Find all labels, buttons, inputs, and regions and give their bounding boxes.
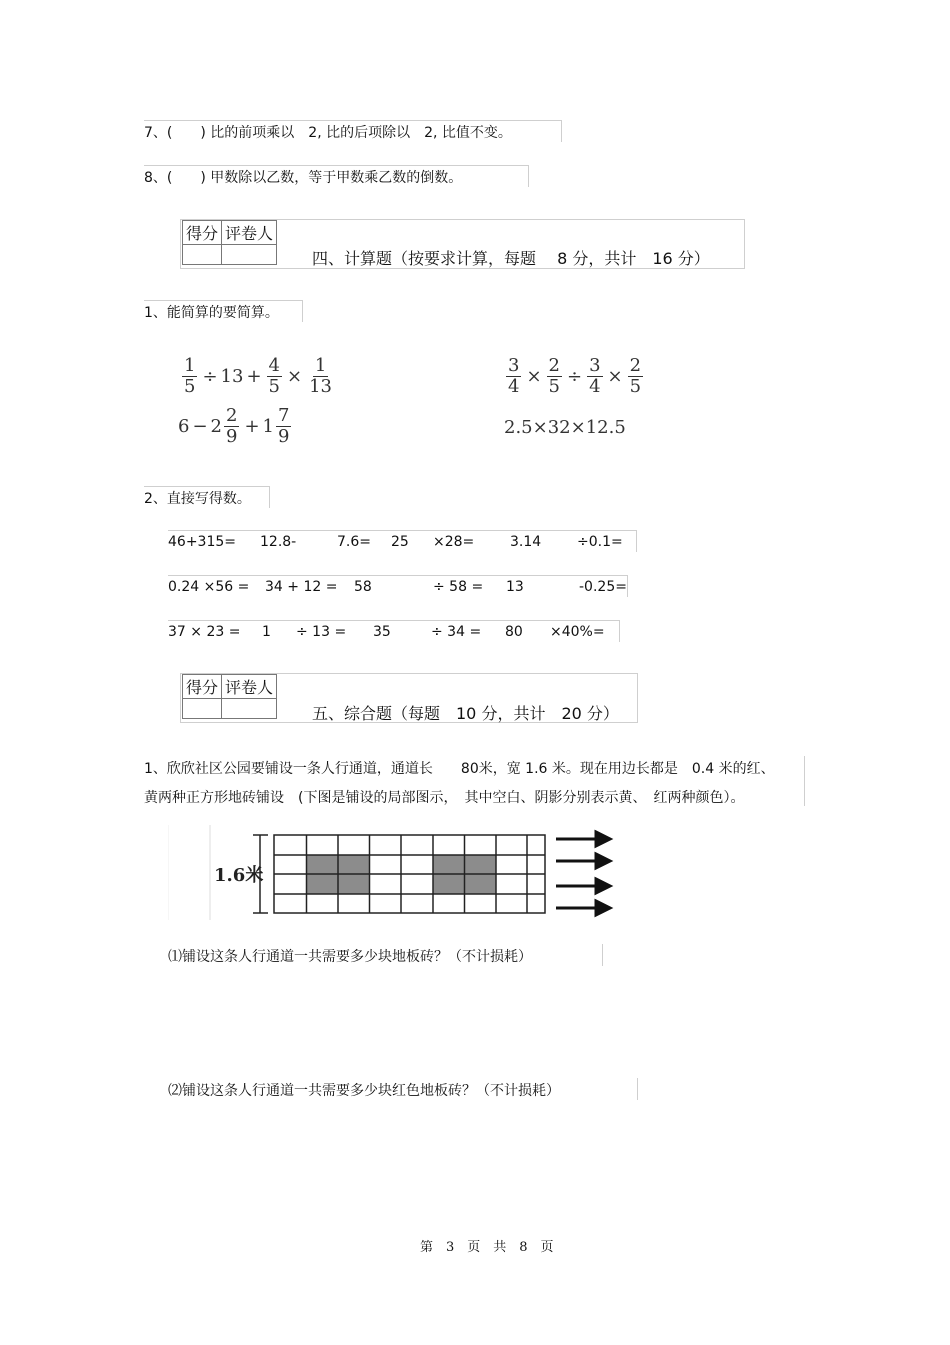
calc-item: 3.14	[510, 534, 542, 550]
calc-item: 37 × 23 =	[168, 624, 241, 640]
divider	[619, 620, 620, 642]
question-8: 8、( ) 甲数除以乙数，等于甲数乘乙数的倒数。	[144, 170, 463, 186]
question-7: 7、( ) 比的前项乘以 2, 比的后项除以 2, 比值不变。	[144, 125, 512, 141]
calc-item: 80	[505, 624, 523, 640]
fraction: $\frac{1}{13}$	[309, 355, 332, 397]
section5-sub2: ⑵铺设这条人行通道一共需要多少块红色地板砖？（不计损耗）	[168, 1083, 560, 1099]
tile-grid	[274, 835, 545, 913]
calc-item: 12.8-	[260, 534, 297, 550]
divider	[168, 575, 628, 576]
section5-sub1: ⑴铺设这条人行通道一共需要多少块地板砖？（不计损耗）	[168, 949, 532, 965]
fraction: $\frac{3}{4}$	[508, 355, 520, 397]
calc-item: 35	[373, 624, 391, 640]
divider	[269, 486, 270, 508]
calc-item: 7.6=	[337, 534, 371, 550]
divider	[144, 300, 302, 301]
grader-cell[interactable]	[222, 245, 277, 265]
calc-item: ÷0.1=	[577, 534, 623, 550]
fraction: $\frac{2}{5}$	[548, 355, 560, 397]
page-footer: 第 3 页 共 8 页	[420, 1240, 554, 1255]
fraction: $\frac{2}{9}$	[226, 405, 238, 447]
calc-item: ÷ 13 =	[296, 624, 347, 640]
width-label: 1.6米	[214, 865, 264, 886]
section4-q2: 2、直接写得数。	[144, 491, 251, 507]
divider	[561, 120, 562, 142]
score-label: 得分	[183, 675, 222, 699]
divider	[627, 575, 628, 597]
divider	[144, 486, 269, 487]
score-cell[interactable]	[183, 245, 222, 265]
grader-cell[interactable]	[222, 699, 277, 719]
section4-title: 四、计算题（按要求计算，每题 8 分，共计 16 分）	[312, 249, 710, 268]
divider	[804, 756, 805, 806]
section5-q1-line2: 黄两种正方形地砖铺设 (下图是铺设的局部图示， 其中空白、阴影分别表示黄、 红两种颜色）。	[144, 790, 745, 806]
divider	[602, 944, 603, 966]
direction-arrows	[556, 832, 610, 915]
fraction: $\frac{3}{4}$	[589, 355, 601, 397]
section5-title: 五、综合题（每题 10 分，共计 20 分）	[312, 704, 619, 723]
section4-q1: 1、能简算的要简算。	[144, 305, 279, 321]
calc-item: 13	[506, 579, 524, 595]
fraction: $\frac{4}{5}$	[268, 355, 280, 397]
score-table	[182, 220, 277, 265]
fraction: $\frac{2}{5}$	[629, 355, 642, 397]
expression-d: 2.5×32×12.5	[504, 417, 626, 438]
divider	[528, 165, 529, 187]
calc-item: 25	[391, 534, 409, 550]
calc-item: ×28=	[433, 534, 475, 550]
score-cell[interactable]	[183, 699, 222, 719]
calc-item: 0.24 ×56 =	[168, 579, 250, 595]
calc-item: ÷ 34 =	[431, 624, 482, 640]
score-table	[182, 674, 277, 719]
fraction: $\frac{1}{5}$	[184, 355, 196, 397]
calc-item: -0.25=	[579, 579, 627, 595]
divider	[636, 530, 637, 552]
calc-item: ×40%=	[550, 624, 605, 640]
calc-item: 1	[262, 624, 271, 640]
divider	[144, 120, 562, 121]
divider	[144, 165, 529, 166]
divider	[168, 620, 620, 621]
section5-q1-line1: 1、欣欣社区公园要铺设一条人行通道，通道长 80米，宽 1.6 米。现在用边长都是 0.4 米的红、	[144, 761, 775, 777]
tile-figure	[168, 825, 618, 920]
expression-b: $\frac{3}{4}$ × $\frac{2}{5}$ ÷ $\frac{3}{4}$ × $\frac{2}{5}$	[508, 355, 642, 397]
divider	[168, 530, 637, 531]
grader-label: 评卷人	[222, 675, 277, 699]
expression-a: $\frac{1}{5}$ ÷ 13 + $\frac{4}{5}$ × $\frac{1}{13}$	[184, 355, 332, 397]
calc-item: 34 + 12 =	[265, 579, 338, 595]
calc-item: ÷ 58 =	[433, 579, 484, 595]
divider	[302, 300, 303, 322]
score-label: 得分	[183, 221, 222, 245]
grader-label: 评卷人	[222, 221, 277, 245]
calc-item: 46+315=	[168, 534, 236, 550]
expression-c: 6 − 2 $\frac{2}{9}$ + 1 $\frac{7}{9}$	[178, 405, 290, 447]
calc-item: 58	[354, 579, 372, 595]
divider	[637, 1078, 638, 1100]
fraction: $\frac{7}{9}$	[278, 405, 290, 447]
